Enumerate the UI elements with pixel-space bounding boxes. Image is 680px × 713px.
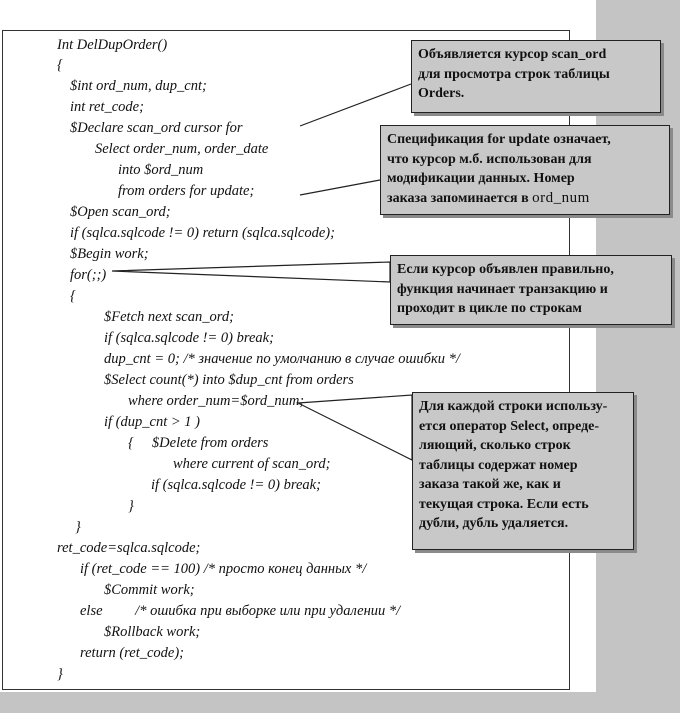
callout-loop-start bbox=[390, 255, 672, 325]
code-line: $Open scan_ord; bbox=[70, 204, 171, 220]
code-line: into $ord_num bbox=[118, 162, 204, 178]
code-line: $Fetch next scan_ord; bbox=[104, 309, 234, 325]
code-line: if (ret_code == 100) /* просто конец данных */ bbox=[80, 561, 367, 577]
code-line: where order_num=$ord_num; bbox=[128, 393, 305, 409]
code-line: else /* ошибка при выборке или при удалении */ bbox=[80, 603, 401, 619]
code-line: Int DelDupOrder() bbox=[57, 37, 168, 53]
callout-line: заказа такой же, как и bbox=[419, 477, 561, 492]
callout-line: модификации данных. Номер bbox=[387, 171, 575, 186]
code-line: if (dup_cnt > 1 ) bbox=[104, 414, 200, 430]
code-line: $Select count(*) into $dup_cnt from orders bbox=[104, 372, 354, 388]
code-line: { bbox=[70, 288, 76, 304]
callout-line: функция начинает транзакцию и bbox=[397, 281, 608, 297]
callout-line: таблицы содержат номер bbox=[419, 457, 578, 473]
code-line: $Rollback work; bbox=[104, 624, 201, 640]
code-line: ret_code=sqlca.sqlcode; bbox=[57, 540, 201, 556]
callout-cursor-declaration bbox=[411, 40, 661, 113]
callout-for-update bbox=[380, 125, 670, 215]
callout-line: ляющий, сколько строк bbox=[419, 438, 571, 453]
code-line: return (ret_code); bbox=[80, 645, 185, 661]
code-line: } bbox=[128, 498, 134, 514]
leader-wedge-loop bbox=[112, 262, 390, 282]
leader-line-cursor bbox=[300, 84, 411, 126]
code-line: $Declare scan_ord cursor for bbox=[70, 120, 243, 136]
callout-line: Если курсор объявлен правильно, bbox=[397, 262, 614, 277]
code-line: where current of scan_ord; bbox=[173, 456, 331, 472]
callout-mono-var: ord_num bbox=[532, 189, 590, 206]
code-line: for(;;) bbox=[70, 267, 107, 283]
callout-line: текущая строка. Если есть bbox=[419, 496, 589, 512]
code-line: $int ord_num, dup_cnt; bbox=[70, 78, 207, 94]
callout-line-text: заказа запоминается в bbox=[387, 190, 533, 206]
code-line: $Begin work; bbox=[70, 246, 149, 262]
code-line: dup_cnt = 0; /* значение по умолчанию в случае ошибки */ bbox=[104, 351, 460, 367]
callout-line: дубли, дубль удаляется. bbox=[419, 516, 569, 531]
code-line: Select order_num, order_date bbox=[95, 141, 269, 157]
code-line: { $Delete from orders bbox=[128, 435, 269, 451]
code-line: { bbox=[57, 57, 63, 73]
callout-select-delete bbox=[412, 392, 634, 550]
callout-line: Объявляется курсор scan_ord bbox=[418, 47, 607, 62]
callout-line: ется оператор Select, опреде- bbox=[419, 418, 600, 434]
callout-line: Для каждой строки использу- bbox=[419, 399, 608, 414]
code-line: from orders for update; bbox=[118, 183, 255, 199]
code-line: if (sqlca.sqlcode != 0) break; bbox=[151, 477, 321, 493]
leader-line-for-update bbox=[300, 180, 380, 195]
callout-line: Orders. bbox=[418, 86, 465, 101]
callout-line: Спецификация for update означает, bbox=[387, 132, 611, 147]
code-line: $Commit work; bbox=[104, 582, 195, 598]
callout-line bbox=[387, 189, 663, 209]
callout-line: для просмотра строк таблицы bbox=[418, 66, 610, 82]
code-line: } bbox=[75, 519, 81, 535]
code-line: if (sqlca.sqlcode != 0) return (sqlca.sqlcode); bbox=[70, 225, 335, 241]
callout-line: проходит в цикле по строкам bbox=[397, 301, 582, 316]
code-line: } bbox=[57, 666, 63, 682]
callout-line: что курсор м.б. использован для bbox=[387, 151, 592, 167]
code-line: int ret_code; bbox=[70, 99, 144, 115]
code-line: if (sqlca.sqlcode != 0) break; bbox=[104, 330, 274, 346]
leader-wedge-select bbox=[298, 395, 412, 460]
